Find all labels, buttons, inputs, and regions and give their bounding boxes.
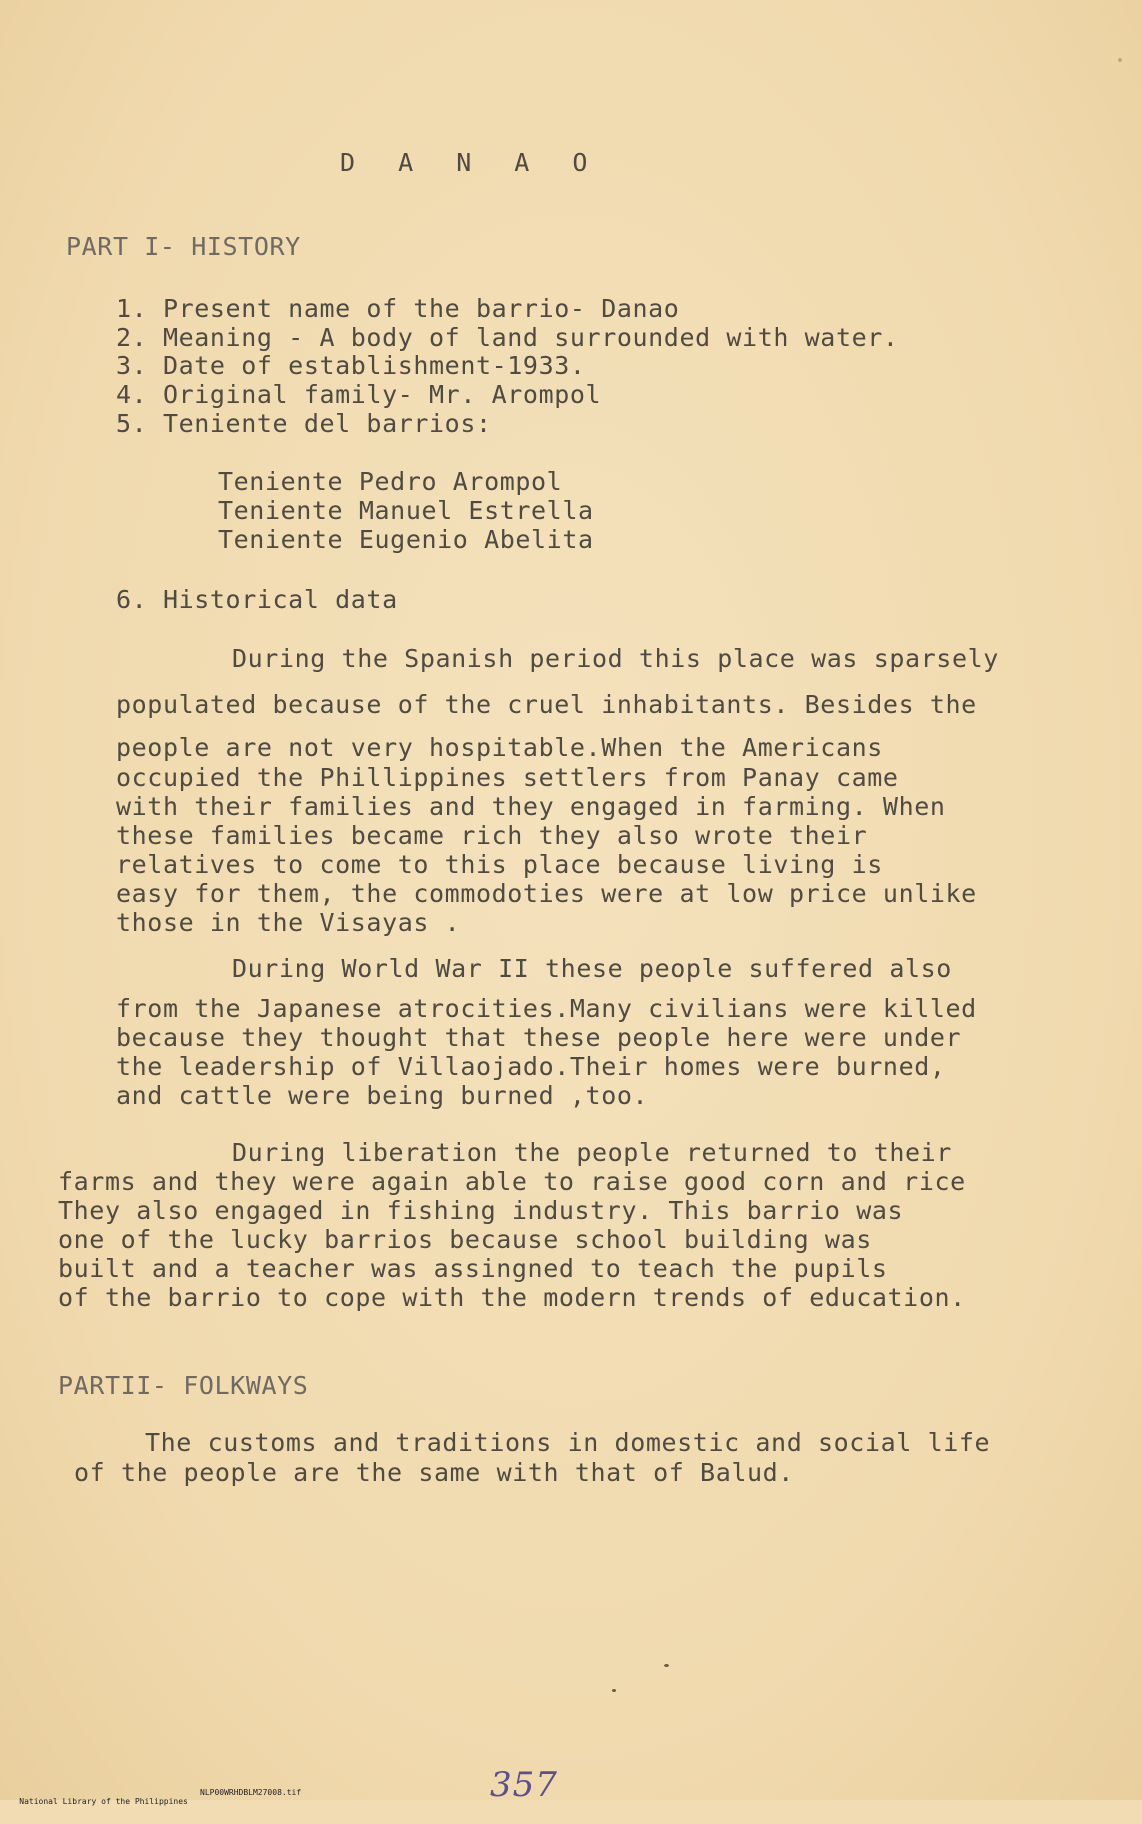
paragraph-line: of the barrio to cope with the modern trends of education. <box>58 1283 966 1312</box>
paragraph-line: from the Japanese atrocities.Many civilians were killed <box>116 994 977 1023</box>
paragraph-line: The customs and traditions in domestic and social life <box>145 1428 991 1457</box>
paragraph-line: one of the lucky barrios because school building was <box>58 1225 872 1254</box>
list-item: 1. Present name of the barrio- Danao <box>116 294 680 323</box>
teniente-entry: Teniente Manuel Estrella <box>218 496 594 525</box>
paragraph-line: because they thought that these people here were under <box>116 1023 962 1052</box>
paragraph-line: During liberation the people returned to their <box>232 1138 952 1167</box>
paragraph-line: During the Spanish period this place was sparsely <box>232 644 999 673</box>
list-item: 2. Meaning - A body of land surrounded with water. <box>116 323 899 352</box>
scan-footer <box>0 1788 302 1824</box>
document-title: D A N A O <box>340 148 602 177</box>
paragraph-line: During World War II these people suffered also <box>232 954 952 983</box>
page-number: 357 <box>490 1765 558 1805</box>
part2-heading: PARTII- FOLKWAYS <box>58 1371 309 1400</box>
ink-speck <box>612 1689 616 1692</box>
footer-filename: NLP00WRHDBLM27008.tif <box>200 1788 302 1797</box>
paragraph-line: farms and they were again able to raise good corn and rice <box>58 1167 966 1196</box>
teniente-entry: Teniente Pedro Arompol <box>218 467 563 496</box>
paragraph-line: They also engaged in fishing industry. This barrio was <box>58 1196 904 1225</box>
paragraph-line: easy for them, the commodoties were at low price unlike <box>116 879 977 908</box>
paragraph-line: built and a teacher was assingned to teach the pupils <box>58 1254 888 1283</box>
paper-speck <box>1118 58 1122 62</box>
paragraph-line: relatives to come to this place because living is <box>116 850 883 879</box>
paragraph-line: populated because of the cruel inhabitants. Besides the <box>116 690 977 719</box>
paragraph-line: of the people are the same with that of Balud. <box>74 1458 794 1487</box>
paragraph-line: these families became rich they also wrote their <box>116 821 868 850</box>
paragraph-line: occupied the Phillippines settlers from Panay came <box>116 763 899 792</box>
footer-library: National Library of the Philippines <box>19 1797 188 1806</box>
paragraph-line: with their families and they engaged in farming. When <box>116 792 946 821</box>
part1-heading: PART I- HISTORY <box>66 232 301 261</box>
list-item: 4. Original family- Mr. Arompol <box>116 380 602 409</box>
paragraph-line: people are not very hospitable.When the Americans <box>116 733 883 762</box>
paragraph-line: the leadership of Villaojado.Their homes were burned, <box>116 1052 946 1081</box>
paragraph-line: and cattle were being burned ,too. <box>116 1081 649 1110</box>
teniente-entry: Teniente Eugenio Abelita <box>218 525 594 554</box>
ink-speck <box>664 1664 669 1667</box>
paragraph-line: those in the Visayas . <box>116 908 461 937</box>
list-item: 6. Historical data <box>116 585 398 614</box>
list-item: 5. Teniente del barrios: <box>116 409 492 438</box>
list-item: 3. Date of establishment-1933. <box>116 351 586 380</box>
